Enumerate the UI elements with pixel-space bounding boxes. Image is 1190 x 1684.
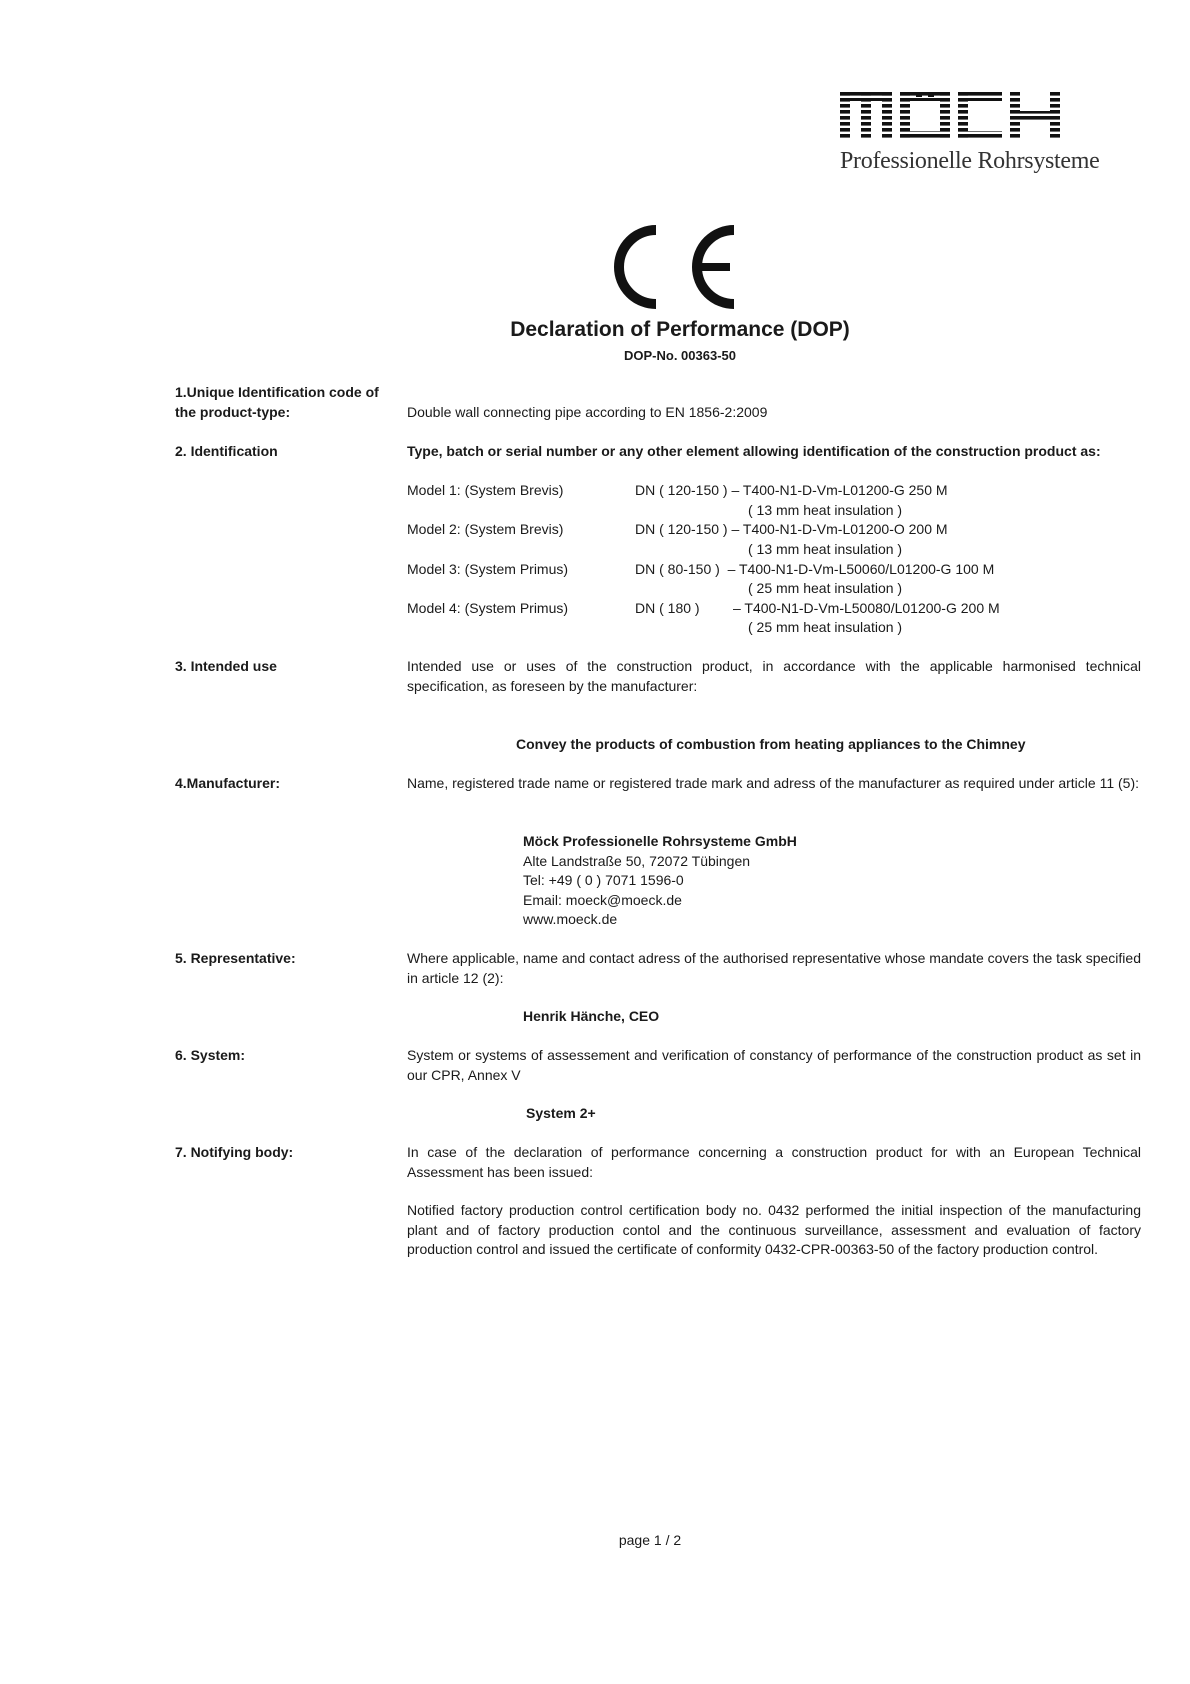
section-1-label: [175, 383, 405, 422]
section-2-intro: Type, batch or serial number or any other element allowing identification of the construction product as:: [407, 443, 1101, 459]
model-4-code: – T400-N1-D-Vm-L50080/L01200-G 200 M: [733, 600, 1000, 616]
section-3-highlight: Convey the products of combustion from heating appliances to the Chimney: [516, 736, 1026, 752]
section-2-label: 2. Identification: [175, 443, 278, 459]
model-4-name: Model 4: (System Primus): [407, 600, 569, 616]
representative-name: Henrik Hänche, CEO: [523, 1008, 660, 1024]
moeck-logo-icon: [840, 92, 1070, 140]
manufacturer-company: Möck Professionelle Rohrsysteme GmbH: [523, 833, 797, 849]
ce-mark-icon: [614, 222, 740, 312]
section-6-text: System or systems of assessement and verification of constancy of performance of the construction product as set in our CPR, Annex V: [407, 1047, 1141, 1083]
section-4-label: 4.Manufacturer:: [175, 775, 281, 791]
model-2-insulation: ( 13 mm heat insulation ): [748, 541, 903, 557]
model-3-name: Model 3: (System Primus): [407, 561, 569, 577]
section-6-label: 6. System:: [175, 1047, 246, 1063]
model-1-insulation: ( 13 mm heat insulation ): [748, 502, 903, 518]
section-1-label-line1: 1.Unique Identification code of: [175, 384, 379, 400]
model-3-dn: DN ( 80-150 ) – T400-N1-D-Vm-L50060/L01200-G 100 M: [635, 561, 995, 577]
section-3-text: Intended use or uses of the construction product, in accordance with the applicable harmonised technical specification, as foreseen by the manufacturer:: [407, 658, 1141, 694]
model-3-insulation: ( 25 mm heat insulation ): [748, 580, 903, 596]
model-2-dn: DN ( 120-150 ) – T400-N1-D-Vm-L01200-O 200 M: [635, 521, 948, 537]
section-3-label: 3. Intended use: [175, 658, 277, 674]
dop-number: DOP-No. 00363-50: [624, 348, 736, 363]
section-1-label-line2: the product-type:: [175, 403, 291, 420]
model-1-name: Model 1: (System Brevis): [407, 482, 564, 498]
manufacturer-email: Email: moeck@moeck.de: [523, 892, 682, 908]
system-value: System 2+: [526, 1105, 596, 1121]
model-1-dn: DN ( 120-150 ) – T400-N1-D-Vm-L01200-G 250 M: [635, 482, 948, 498]
section-1-value: Double wall connecting pipe according to EN 1856-2:2009: [407, 404, 768, 420]
section-5-label: 5. Representative:: [175, 950, 296, 966]
company-logo: [840, 92, 1100, 175]
logo-tagline: Professionelle Rohrsysteme: [840, 148, 1100, 174]
section-7-label: 7. Notifying body:: [175, 1144, 294, 1160]
page-number: page 1 / 2: [618, 1532, 682, 1548]
manufacturer-tel: Tel: +49 ( 0 ) 7071 1596-0: [523, 872, 684, 888]
section-7-text: In case of the declaration of performance concerning a construction product for with an European Technical Assessment has been issued:: [407, 1144, 1141, 1180]
document-title: Declaration of Performance (DOP): [510, 318, 850, 341]
section-7-text2: Notified factory production control certification body no. 0432 performed the initial inspection of the manufacturing plant and of factory production contol and the continuous surveillance, assessment and evaluation of factory production control and issued the certificate of conformity 0432-CPR-00363-50 of the factory production control.: [407, 1202, 1141, 1257]
model-4-dn: DN ( 180 ): [635, 600, 700, 616]
section-5-text: Where applicable, name and contact adress of the authorised representative whose mandate covers the task specified in article 12 (2):: [407, 950, 1141, 986]
model-2-name: Model 2: (System Brevis): [407, 521, 564, 537]
manufacturer-address: Alte Landstraße 50, 72072 Tübingen: [523, 853, 751, 869]
section-4-text: Name, registered trade name or registered trade mark and adress of the manufacturer as required under article 11 (5):: [407, 775, 1139, 791]
model-4-insulation: ( 25 mm heat insulation ): [748, 619, 903, 635]
manufacturer-web: www.moeck.de: [523, 911, 618, 927]
